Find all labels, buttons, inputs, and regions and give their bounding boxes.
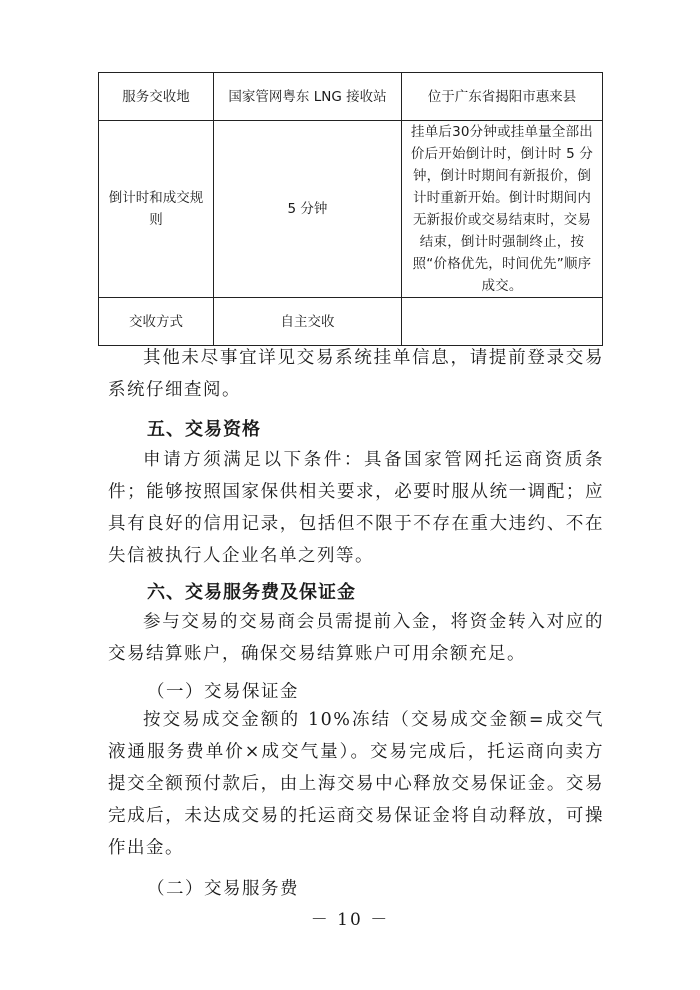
- table-cell-note: 位于广东省揭阳市惠来县: [402, 73, 603, 121]
- trading-rules-table: [98, 72, 603, 346]
- table-row: [99, 298, 603, 346]
- paragraph-fees-deposit: 参与交易的交易商会员需提前入金，将资金转入对应的交易结算账户，确保交易结算账户可用余额充足。: [108, 612, 604, 664]
- paragraph-deposit: 按交易成交金额的 10%冻结（交易成交金额=成交气液通服务费单价×成交气量）。交易完成后，托运商向卖方提交全额预付款后，由上海交易中心释放交易保证金。交易完成后，未达成交易的托运商交易保证金将自动释放，可操作出金。: [108, 710, 604, 858]
- table-cell-value: 自主交收: [214, 298, 402, 346]
- section-heading-qualification: 五、交易资格: [147, 419, 261, 440]
- paragraph-qualification: 申请方须满足以下条件：具备国家管网托运商资质条件；能够按照国家保供相关要求，必要时服从统一调配；应具有良好的信用记录，包括但不限于不存在重大违约、不在失信被执行人企业名单之列等。: [108, 450, 604, 566]
- table-row: [99, 121, 603, 298]
- table-cell-value: 国家管网粤东 LNG 接收站: [214, 73, 402, 121]
- subsection-heading-service-fee: （二）交易服务费: [147, 879, 299, 899]
- paragraph-other-matters: 其他未尽事宜详见交易系统挂单信息，请提前登录交易系统仔细查阅。: [108, 348, 604, 400]
- page-number: － 10 －: [310, 910, 390, 930]
- table-cell-label: 服务交收地: [99, 73, 214, 121]
- table-cell-label: 交收方式: [99, 298, 214, 346]
- section-heading-fees-deposit: 六、交易服务费及保证金: [147, 582, 356, 603]
- table-cell-value: 5 分钟: [214, 121, 402, 298]
- subsection-heading-deposit: （一）交易保证金: [147, 682, 299, 702]
- table-cell-note: [402, 298, 603, 346]
- table-cell-label: 倒计时和成交规则: [99, 121, 214, 298]
- table-row: [99, 73, 603, 121]
- table-cell-note: 挂单后30分钟或挂单量全部出价后开始倒计时，倒计时 5 分钟，倒计时期间有新报价，倒计时重新开始。倒计时期间内无新报价或交易结束时，交易结束，倒计时强制终止，按照“价格优先，时间优先”顺序成交。: [402, 121, 603, 298]
